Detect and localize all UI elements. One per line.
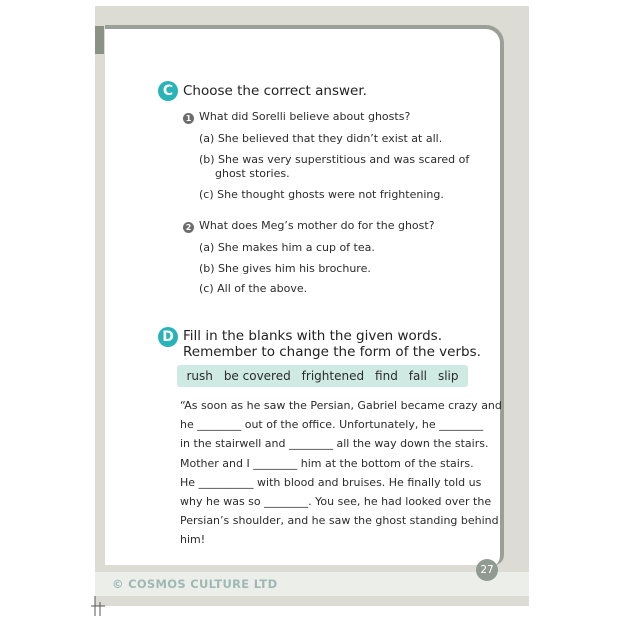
passage-line: why he was so ________. You see, he had looked over the: [180, 495, 492, 508]
copyright-text: © COSMOS CULTURE LTD: [112, 577, 278, 591]
question-1-option-b-cont: ghost stories.: [215, 167, 290, 180]
passage-line: Persian’s shoulder, and he saw the ghost standing behind: [180, 514, 499, 527]
section-d-title-line-1: Fill in the blanks with the given words.: [183, 328, 443, 344]
word-bank-item: be covered: [223, 369, 291, 383]
question-2-number: 2: [183, 222, 194, 233]
question-1-number: 1: [183, 113, 194, 124]
passage-line: in the stairwell and ________ all the way down the stairs.: [180, 437, 489, 450]
section-d-badge: D: [158, 327, 178, 347]
question-1-text: What did Sorelli believe about ghosts?: [199, 110, 411, 123]
word-bank-item: slip: [437, 369, 459, 383]
crop-mark-icon: [91, 596, 105, 616]
question-2-option-b: (b) She gives him his brochure.: [199, 262, 371, 275]
passage-line: he ________ out of the office. Unfortunately, he ________: [180, 418, 484, 431]
question-1-option-c: (c) She thought ghosts were not frightening.: [199, 188, 444, 201]
word-bank-item: fall: [408, 369, 427, 383]
passage-line: Mother and I ________ him at the bottom of the stairs.: [180, 457, 474, 470]
question-1-option-a: (a) She believed that they didn’t exist at all.: [199, 132, 443, 145]
passage-line: He __________ with blood and bruises. He finally told us: [180, 476, 482, 489]
section-c-badge: C: [158, 81, 178, 101]
question-1-option-b: (b) She was very superstitious and was scared of: [199, 153, 470, 166]
page-tab-marker: [95, 26, 104, 54]
question-2-option-c: (c) All of the above.: [199, 282, 308, 295]
passage-line: him!: [180, 533, 206, 546]
word-bank-item: find: [375, 369, 398, 383]
word-bank: [177, 365, 468, 387]
page-number: 27: [476, 559, 498, 581]
passage-line: “As soon as he saw the Persian, Gabriel became crazy and: [180, 399, 502, 412]
footer-stripe: [95, 596, 529, 606]
question-2-option-a: (a) She makes him a cup of tea.: [199, 241, 375, 254]
section-d-title-line-2: Remember to change the form of the verbs.: [183, 344, 481, 360]
word-bank-item: rush: [186, 369, 213, 383]
section-c-title: Choose the correct answer.: [183, 83, 367, 99]
question-2-text: What does Meg’s mother do for the ghost?: [199, 219, 435, 232]
word-bank-item: frightened: [301, 369, 365, 383]
